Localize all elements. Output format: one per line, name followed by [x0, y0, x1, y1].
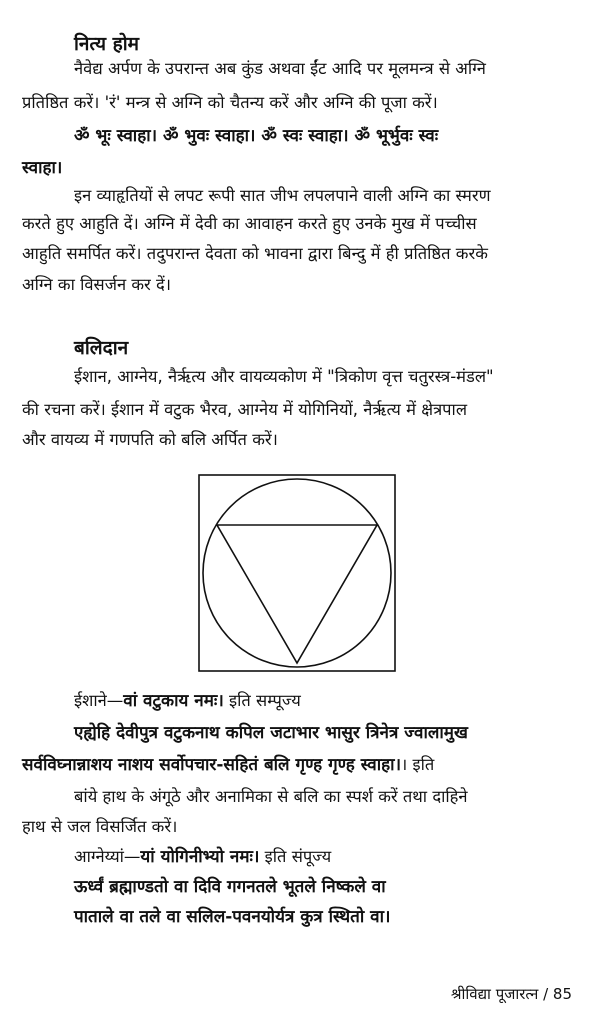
mantra-line: [22, 754, 434, 776]
yantra-square: [199, 475, 395, 671]
agneya-suffix: इति संपूज्य: [259, 847, 332, 866]
mantra-line: ॐ भूः स्वाहा। ॐ भुवः स्वाहा। ॐ स्वः स्वाहा। ॐ भूर्भुवः स्वः: [74, 126, 439, 146]
ishane-line: [74, 690, 301, 712]
text-line: बांये हाथ के अंगूठे और अनामिका से बलि का स्पर्श करें तथा दाहिने: [74, 787, 468, 806]
text-line: की रचना करें। ईशान में वटुक भैरव, आग्नेय में योगिनियों, नैर्ऋत्य में क्षेत्रपाल: [22, 400, 468, 419]
mantra-line: एह्येहि देवीपुत्र वटुकनाथ कपिल जटाभार भासुर त्रिनेत्र ज्वालामुख: [74, 723, 468, 743]
text-line: करते हुए आहुति दें। अग्नि में देवी का आवाहन करते हुए उनके मुख में पच्चीस: [22, 214, 477, 233]
heading-nitya-hom: नित्य होम: [74, 33, 139, 55]
yantra-triangle: [217, 525, 377, 663]
agneya-mantra: यां योगिनीभ्यो नमः।: [140, 847, 260, 867]
text-line: और वायव्य में गणपति को बलि अर्पित करें।: [22, 430, 278, 449]
ishane-suffix: इति सम्पूज्य: [223, 691, 301, 710]
ishane-prefix: ईशाने—: [74, 691, 124, 710]
text-line: हाथ से जल विसर्जित करें।: [22, 817, 178, 836]
mantra-line2-text: सर्वविघ्नान्नाशय नाशय सर्वोपचार-सहितं बलि गृण्ह गृण्ह स्वाहा।: [22, 755, 402, 775]
yantra-diagram: [198, 474, 396, 672]
text-line: प्रतिष्ठित करें। 'रं' मन्त्र से अग्नि को चैतन्य करें और अग्नि की पूजा करें।: [22, 93, 438, 112]
text-line: अग्नि का विसर्जन कर दें।: [22, 275, 172, 294]
agneya-line: [74, 846, 331, 868]
page-number: / 85: [543, 985, 572, 1003]
agneya-prefix: आग्नेय्यां—: [74, 847, 141, 866]
mantra-line2-suffix: । इति: [401, 755, 435, 774]
book-title: श्रीविद्या पूजारत्न: [450, 985, 539, 1003]
text-line: इन व्याहृतियों से लपट रूपी सात जीभ लपलपाने वाली अग्नि का स्मरण: [74, 186, 491, 205]
text-line: ईशान, आग्नेय, नैर्ऋत्य और वायव्यकोण में "त्रिकोण वृत्त चतुरस्त्र-मंडल": [74, 367, 494, 386]
text-line: आहुति समर्पित करें। तदुपरान्त देवता को भावना द्वारा बिन्दु में ही प्रतिष्ठित करके: [22, 244, 488, 263]
page-footer: [451, 984, 572, 1004]
ishane-mantra: वां वटुकाय नमः।: [123, 691, 224, 711]
mantra-line: ऊर्ध्वं ब्रह्माण्डतो वा दिवि गगनतले भूतले निष्कले वा: [74, 877, 386, 897]
heading-balidan: बलिदान: [74, 337, 129, 359]
mantra-line: स्वाहा।: [22, 158, 63, 178]
text-line: नैवेद्य अर्पण के उपरान्त अब कुंड अथवा ईंट आदि पर मूलमन्त्र से अग्नि: [74, 59, 486, 78]
mantra-line: पाताले वा तले वा सलिल-पवनयोर्यत्र कुत्र स्थितो वा।: [74, 907, 391, 927]
yantra-circle: [203, 479, 391, 667]
